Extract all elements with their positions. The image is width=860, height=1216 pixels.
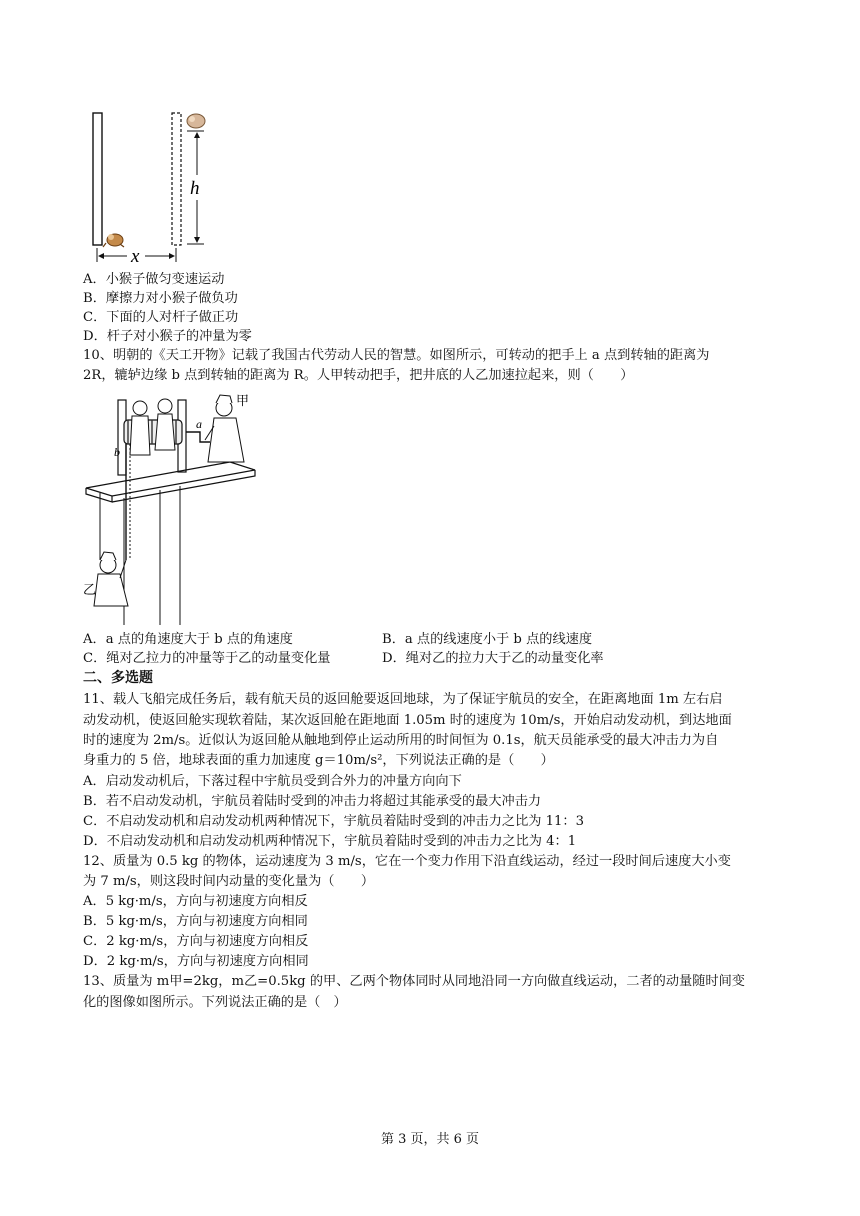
- q9-option-c: C．下面的人对杆子做正功: [83, 310, 239, 325]
- q11-line2: 动发动机，使返回舱实现软着陆，某次返回舱在距地面 1.05m 时的速度为 10m/s，开始启动发动机，到达地面: [83, 713, 732, 728]
- q13-line1: 13、质量为 m甲=2kg，m乙=0.5kg 的甲、乙两个物体同时从同地沿同一方向做直线运动，二者的动量随时间变: [83, 974, 745, 989]
- q11-option-a: A．启动发动机后，下落过程中宇航员受到合外力的冲量方向向下: [83, 774, 462, 789]
- q12-option-b: B．5 kg·m/s，方向与初速度方向相同: [83, 914, 308, 929]
- q9-option-a: A．小猴子做匀变速运动: [83, 272, 225, 287]
- q9-option-b: B．摩擦力对小猴子做负功: [83, 291, 238, 306]
- q11-line1: 11、载人飞船完成任务后，载有航天员的返回舱要返回地球，为了保证宇航员的安全，在距离地面 1m 左右启: [83, 692, 723, 707]
- q12-option-c: C．2 kg·m/s，方向与初速度方向相反: [83, 934, 309, 949]
- q11-line3: 时的速度为 2m/s。近似认为返回舱从触地到停止运动所用的时间恒为 0.1s，航天员能承受的最大冲击力为自: [83, 733, 719, 748]
- q11-line4: 身重力的 5 倍，地球表面的重力加速度 g＝10m/s²，下列说法正确的是（ ）: [83, 753, 554, 768]
- label-a: a: [196, 417, 202, 431]
- q12-option-d: D．2 kg·m/s，方向与初速度方向相同: [83, 954, 309, 969]
- label-b: b: [114, 445, 120, 459]
- q11-option-b: B．若不启动发动机，宇航员着陆时受到的冲击力将超过其能承受的最大冲击力: [83, 794, 542, 809]
- label-yi: 乙: [83, 583, 97, 598]
- label-x: x: [131, 246, 140, 267]
- q10-option-d: D．绳对乙的拉力大于乙的动量变化率: [382, 651, 604, 666]
- q10-stem-line2: 2R，辘轳边缘 b 点到转轴的距离为 R。人甲转动把手，把井底的人乙加速拉起来，则（ ）: [83, 368, 634, 383]
- label-h: h: [190, 178, 200, 199]
- q12-line2: 为 7 m/s，则这段时间内动量的变化量为（ ）: [83, 874, 375, 889]
- q9-option-d: D．杆子对小猴子的冲量为零: [83, 329, 252, 344]
- q10-stem-line1: 10、明朝的《天工开物》记载了我国古代劳动人民的智慧。如图所示，可转动的把手上 a 点到转轴的距离为: [83, 348, 710, 363]
- page-footer: 第 3 页，共 6 页: [380, 1132, 480, 1147]
- q10-option-c: C．绳对乙拉力的冲量等于乙的动量变化量: [83, 651, 331, 666]
- q11-option-d: D．不启动发动机和启动发动机两种情况下，宇航员着陆时受到的冲击力之比为 4：1: [83, 834, 577, 849]
- label-jia: 甲: [236, 394, 250, 409]
- q12-line1: 12、质量为 0.5 kg 的物体，运动速度为 3 m/s，它在一个变力作用下沿直线运动，经过一段时间后速度大小变: [83, 854, 731, 869]
- q11-option-c: C．不启动发动机和启动发动机两种情况下，宇航员着陆时受到的冲击力之比为 11：3: [83, 814, 585, 829]
- q10-option-a: A．a 点的角速度大于 b 点的角速度: [83, 632, 293, 647]
- q12-option-a: A．5 kg·m/s，方向与初速度方向相反: [83, 894, 308, 909]
- section-heading: 二、多选题: [83, 670, 153, 686]
- person-yi: [94, 552, 128, 606]
- q13-line2: 化的图像如图所示。下列说法正确的是（ ）: [83, 995, 347, 1010]
- q10-option-b: B．a 点的线速度小于 b 点的线速度: [382, 632, 593, 647]
